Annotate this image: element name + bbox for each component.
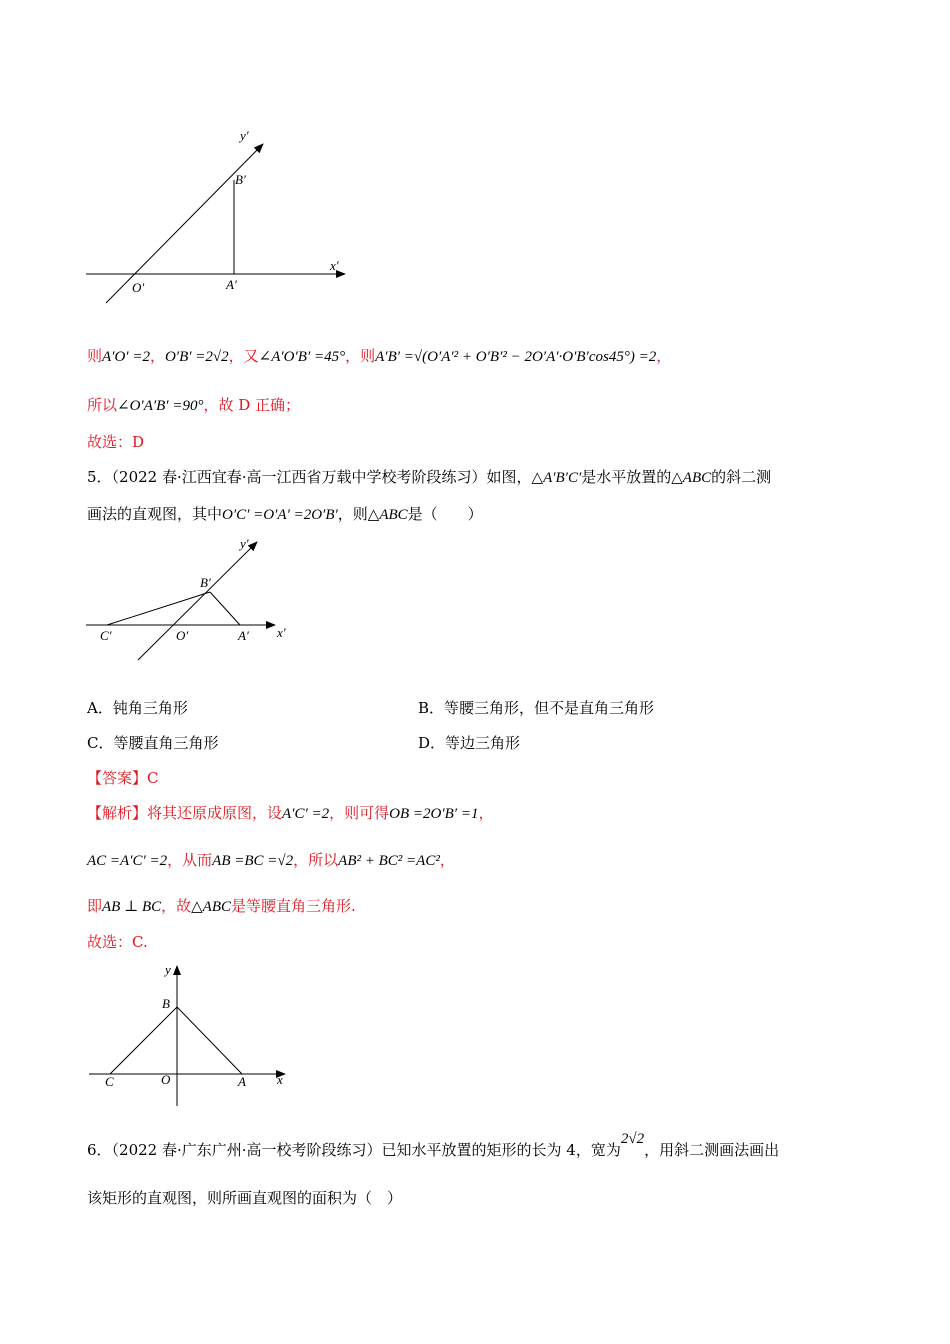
math: AB ⊥ BC [102, 899, 162, 915]
option-letter: C． [87, 734, 114, 752]
label-b-prime: B′ [200, 575, 211, 590]
text: 的斜二测 [711, 468, 772, 486]
question-6-stem-line-2: 该矩形的直观图，则所画直观图的面积为（ ） [87, 1189, 403, 1207]
text: ，从而 [167, 851, 213, 869]
analysis-line-3 [87, 896, 356, 917]
option-letter: A． [87, 699, 113, 717]
segment-b-a [210, 592, 240, 625]
option-a [87, 698, 188, 718]
label-a-prime: A′ [226, 277, 237, 292]
label-y-prime: y′ [240, 128, 249, 143]
label-x: x [277, 1072, 283, 1087]
text: 是等腰直角三角形. [231, 897, 356, 915]
text: 将其还原成原图，设 [147, 804, 283, 822]
text: 所以 [87, 396, 118, 414]
text: （2022 春·江西宜春·高一江西省万载中学校考阶段练习）如图， [111, 468, 532, 486]
text: ， [149, 347, 165, 365]
label-c-prime: C′ [100, 628, 112, 643]
math: OB =2O′B′ =1 [389, 806, 479, 822]
solution-line-1 [87, 346, 671, 367]
label-b-prime: B′ [235, 172, 246, 187]
option-letter: D． [418, 734, 446, 752]
text: ， [439, 851, 455, 869]
label-y: y [165, 962, 171, 977]
question-5-stem-line-1 [87, 467, 771, 488]
analysis-choice: 故选：C. [87, 933, 148, 951]
figure-original-triangle [85, 960, 300, 1110]
text: 是（ ） [407, 505, 483, 523]
math-ao: A′O′ =2 [102, 349, 150, 365]
question-5-stem-line-2 [87, 504, 483, 525]
analysis-tag: 【解析】 [87, 804, 148, 822]
math-abc: ABC [682, 470, 712, 486]
option-d [418, 733, 520, 753]
math-angle-90: ∠O′A′B′ =90° [117, 398, 204, 414]
math: AB² + BC² =AC² [338, 853, 440, 869]
label-o-prime: O′ [176, 628, 189, 643]
question-number: 5． [87, 468, 112, 486]
label-o: O [161, 1072, 171, 1087]
text: ，又 [228, 347, 259, 365]
label-y-prime: y′ [240, 536, 249, 551]
option-text: 等边三角形 [445, 734, 521, 752]
figure-question-5 [80, 530, 300, 665]
text: （2022 春·广东广州·高一校考阶段练习）已知水平放置的矩形的长为 4，宽为 [111, 1141, 621, 1159]
math: AC =A′C′ =2 [87, 853, 168, 869]
text: ，用斜二测画法画出 [644, 1141, 780, 1159]
y-axis [106, 144, 263, 303]
text: 则 [87, 347, 103, 365]
question-number: 6． [87, 1141, 112, 1159]
text: ，则△ [337, 505, 380, 523]
label-x-prime: x′ [330, 258, 339, 273]
segment-c-b [107, 592, 210, 625]
label-b: B [162, 996, 170, 1011]
text: ，则 [345, 347, 376, 365]
label-x-prime: x′ [277, 625, 286, 640]
figure-oblique-axes-1 [80, 120, 360, 310]
solution-choice: 故选：D [87, 433, 145, 451]
option-text: 等腰三角形，但不是直角三角形 [444, 699, 655, 717]
label-a-prime: A′ [238, 628, 249, 643]
math: △ABC [191, 899, 232, 915]
text: ， [478, 804, 494, 822]
text: ，故 [161, 897, 192, 915]
option-c [87, 733, 219, 753]
option-b [418, 698, 654, 718]
label-c: C [105, 1074, 114, 1089]
text: 是水平放置的△ [581, 468, 683, 486]
text: ，所以 [293, 851, 339, 869]
math-triangle-prime: △A′B′C′ [531, 470, 582, 486]
math-ob: O′B′ =2√2 [164, 349, 229, 365]
math-width: 2√2 [620, 1131, 645, 1147]
text: ，故 D 正确； [203, 396, 301, 414]
segment-b-a [177, 1007, 242, 1074]
math: AB =BC =√2 [212, 853, 294, 869]
analysis-line-1 [87, 803, 493, 824]
text: 画法的直观图，其中 [87, 505, 223, 523]
math-ab: A′B′ =√(O′A′² + O′B′² − 2O′A′·O′B′cos45°) =2 [375, 349, 657, 365]
text: ， [656, 347, 672, 365]
label-o-prime: O′ [132, 280, 145, 295]
option-text: 钝角三角形 [112, 699, 188, 717]
segment-c-b [110, 1007, 177, 1074]
math: A′C′ =2 [282, 806, 330, 822]
option-letter: B． [418, 699, 445, 717]
question-6-stem-line-1 [87, 1131, 780, 1161]
math-condition: O′C′ =O′A′ =2O′B′ [222, 507, 338, 523]
text: ，则可得 [329, 804, 390, 822]
text: 即 [87, 897, 103, 915]
solution-line-2 [87, 395, 300, 416]
math-angle: ∠A′O′B′ =45° [258, 349, 346, 365]
math-abc: ABC [379, 507, 408, 523]
analysis-line-2 [87, 850, 455, 871]
label-a: A [238, 1074, 246, 1089]
option-text: 等腰直角三角形 [113, 734, 219, 752]
answer-line: 【答案】C [87, 769, 159, 787]
